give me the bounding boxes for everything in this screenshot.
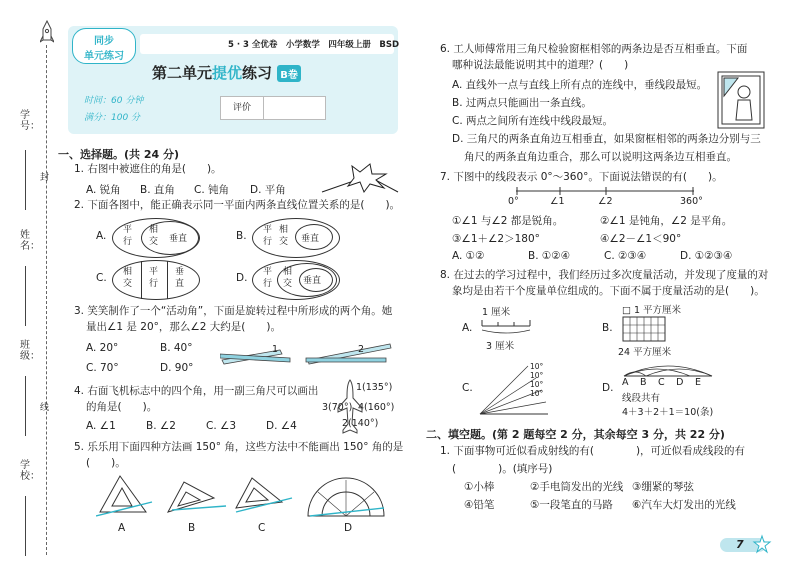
q8-option-b[interactable]: B. <box>602 322 613 334</box>
q8-option-d[interactable]: D. <box>602 382 614 394</box>
grade-label: 评价 <box>221 97 264 119</box>
segment-360: 360° <box>680 196 703 207</box>
activity-angle-figure <box>220 338 400 368</box>
q8d-line1: 线段共有 <box>622 393 661 404</box>
school-label: 学校： <box>20 460 40 482</box>
q7-option-d[interactable]: D. ①②③④ <box>680 250 733 262</box>
binding-dashed-line <box>46 45 47 555</box>
name-blank[interactable] <box>25 266 26 326</box>
book-info: 5 · 3 全优卷 小学数学 四年级上册 BSD <box>228 40 400 50</box>
q7-text: 7. 下图中的线段表示 0°～360°。下面说法错误的有( )。 <box>440 171 723 183</box>
q7-option-b[interactable]: B. ①②④ <box>528 250 571 262</box>
q2d-chuizhi: 垂直 <box>303 276 322 286</box>
class-blank[interactable] <box>25 376 26 436</box>
star-icon <box>752 534 772 554</box>
window-worker-figure <box>716 70 766 130</box>
q8b-grid <box>622 316 666 342</box>
segment-angle2: ∠2 <box>598 196 613 207</box>
badge-line2: 单元练习 <box>84 51 124 62</box>
segment-0: 0° <box>508 196 519 207</box>
q1-option-c[interactable]: C. 钝角 <box>194 184 230 196</box>
q8b-top-label: □ 1 平方厘米 <box>622 305 682 316</box>
q8a-top-label: 1 厘米 <box>482 307 511 318</box>
time-info: 时间：60 分钟 <box>84 96 144 106</box>
q8-line1: 8. 在过去的学习过程中，我们经历过多次度量活动，并发现了度量的对 <box>440 269 769 281</box>
q8a-ruler <box>480 316 532 336</box>
q8d-line2: 4＋3＋2＋1＝10(条) <box>622 407 714 418</box>
q6-option-c[interactable]: C. 两点之间所有连线中线段最短。 <box>452 115 614 127</box>
q5-option-d[interactable]: D <box>344 522 353 534</box>
q6-option-d-cont: 角尺的两条直角边重合，那么可以说明这两条边互相垂直。 <box>464 151 737 163</box>
q2-option-b[interactable]: B. <box>236 230 247 242</box>
q2a-pingxing: 平行 <box>123 225 133 247</box>
section1-title: 一、选择题。(共 24 分) <box>58 148 180 161</box>
q2-diagram-d <box>252 260 340 300</box>
q2b-pingxing: 平行 <box>263 225 273 247</box>
grade-input[interactable] <box>266 96 322 118</box>
plane-angle1: 1(135°) <box>356 382 393 393</box>
q1-option-d[interactable]: D. 平角 <box>250 184 286 196</box>
q7-claim-1: ①∠1 与∠2 都是锐角。 <box>452 215 564 227</box>
q6-option-b[interactable]: B. 过两点只能画出一条直线。 <box>452 97 592 109</box>
q2c-pingxing: 平行 <box>149 267 159 289</box>
s2-q1-line2: ( )。(填序号) <box>452 463 553 475</box>
s2-item-2: ②手电筒发出的光线 <box>530 481 624 493</box>
unit-badge <box>72 28 136 64</box>
q7-claim-2: ②∠1 是钝角，∠2 是平角。 <box>600 215 733 227</box>
q2-option-a[interactable]: A. <box>96 230 107 242</box>
q6-line1: 6. 工人师傅常用三角尺检验窗框相邻的两条边是否互相垂直。下面 <box>440 43 748 55</box>
q1-option-a[interactable]: A. 锐角 <box>86 184 121 196</box>
angle-segment <box>516 186 696 196</box>
q4-option-b[interactable]: B. ∠2 <box>146 420 176 432</box>
number-label: 学号： <box>20 110 40 132</box>
q2a-xiangjiao: 相交 <box>149 225 159 247</box>
q8c-label-2: 10° <box>530 371 544 380</box>
school-blank[interactable] <box>25 496 26 556</box>
badge-line1: 同步 <box>94 36 114 47</box>
q7-option-a[interactable]: A. ①② <box>452 250 485 262</box>
q6-option-a[interactable]: A. 直线外一点与直线上所有点的连线中，垂线段最短。 <box>452 79 708 91</box>
q2a-chuizhi: 垂直 <box>169 234 188 244</box>
s2-item-3: ③绷紧的琴弦 <box>632 481 694 493</box>
q3-option-a[interactable]: A. 20° <box>86 342 119 354</box>
q4-option-c[interactable]: C. ∠3 <box>206 420 237 432</box>
q4-option-d[interactable]: D. ∠4 <box>266 420 297 432</box>
q2-option-c[interactable]: C. <box>96 272 107 284</box>
q1-option-b[interactable]: B. 直角 <box>140 184 175 196</box>
s2-item-6: ⑥汽车大灯发出的光线 <box>632 499 736 511</box>
plane-angle3: 3(70°) <box>322 402 353 413</box>
hidden-angle-figure <box>318 162 400 196</box>
title-suffix: 练习 <box>242 64 273 82</box>
q2c-divider-1 <box>141 261 142 299</box>
plane-angle2: 2(140°) <box>342 418 379 429</box>
s2-item-1: ①小棒 <box>464 481 495 493</box>
q3-line2: 量出∠1 是 20°，那么∠2 大约是( )。 <box>86 321 282 333</box>
s2-item-4: ④铅笔 <box>464 499 495 511</box>
q8c-label-3: 10° <box>530 380 544 389</box>
q3-option-d[interactable]: D. 90° <box>160 362 194 374</box>
class-label: 班级： <box>20 340 40 362</box>
q2b-xiangjiao: 相交 <box>279 225 289 247</box>
section2-title: 二、填空题。(第 2 题每空 2 分，其余每空 3 分，共 22 分) <box>426 428 725 441</box>
q8a-bottom-label: 3 厘米 <box>486 341 515 352</box>
q8-option-c[interactable]: C. <box>462 382 473 394</box>
q7-option-c[interactable]: C. ②③④ <box>604 250 647 262</box>
title-main: 第二单元 <box>152 64 213 82</box>
q8c-label-1: 10° <box>530 362 544 371</box>
q1-text: 1. 右图中被遮住的角是( )。 <box>74 163 222 175</box>
q8d-points: A B C D E <box>622 377 702 388</box>
binding-mark-seal: 封 <box>40 173 50 183</box>
s2-item-5: ⑤一段笔直的马路 <box>530 499 613 511</box>
q8b-bottom-label: 24 平方厘米 <box>618 347 672 358</box>
q2c-divider-2 <box>167 261 168 299</box>
q7-claim-4: ④∠2－∠1＜90° <box>600 233 682 245</box>
segment-angle1: ∠1 <box>550 196 565 207</box>
q2-diagram-c <box>112 260 200 300</box>
q7-claim-3: ③∠1＋∠2＞180° <box>452 233 540 245</box>
q5-option-a[interactable]: A <box>118 522 126 534</box>
title-badge: B卷 <box>277 65 301 82</box>
page-number: 7 <box>736 538 744 551</box>
q2d-xiangjiao: 相交 <box>283 267 293 289</box>
s2-q1-line1: 1. 下面事物可近似看成射线的有( )，可近似看成线段的有 <box>440 445 746 457</box>
name-label: 姓名： <box>20 230 40 252</box>
q2c-xiangjiao: 相交 <box>123 267 133 289</box>
rocket-icon <box>40 20 54 48</box>
q2-diagram-b <box>252 218 340 258</box>
q2c-chuizhi: 垂直 <box>175 267 185 289</box>
q8c-label-4: 10° <box>530 389 544 398</box>
q2b-chuizhi: 垂直 <box>301 234 320 244</box>
q5-option-c[interactable]: C <box>258 522 266 534</box>
page-title <box>152 62 301 83</box>
q5-tools-figures <box>96 472 386 520</box>
title-highlight: 提优 <box>212 64 243 82</box>
q4-line2: 的角是( )。 <box>86 401 158 413</box>
q3-option-c[interactable]: C. 70° <box>86 362 119 374</box>
q5-option-b[interactable]: B <box>188 522 196 534</box>
q2d-pingxing: 平行 <box>263 267 273 289</box>
q8-option-a[interactable]: A. <box>462 322 473 334</box>
q3-angle2-label: 2 <box>358 344 365 355</box>
q6-option-d[interactable]: D. 三角尺的两条直角边互相垂直，如果窗框相邻的两条边分别与三 <box>452 133 761 145</box>
q3-line1: 3. 笑笑制作了一个“活动角”，下面是旋转过程中所形成的两个角。她 <box>74 305 393 317</box>
q4-line1: 4. 右面飞机标志中的四个角，用一副三角尺可以画出 <box>74 385 319 397</box>
number-blank[interactable] <box>25 150 26 210</box>
score-info: 满分：100 分 <box>84 113 141 123</box>
q8-line2: 象均是由若干个度量单位组成的。下面不属于度量活动的是( )。 <box>452 285 765 297</box>
q3-angle1-label: 1 <box>272 344 279 355</box>
q2-option-d[interactable]: D. <box>236 272 248 284</box>
q3-option-b[interactable]: B. 40° <box>160 342 193 354</box>
binding-mark-line: 线 <box>40 403 50 413</box>
q2-diagram-a <box>112 218 200 258</box>
plane-angle4: 4(160°) <box>358 402 395 413</box>
q4-option-a[interactable]: A. ∠1 <box>86 420 116 432</box>
q5-line1: 5. 乐乐用下面四种方法画 150° 角，这些方法中不能画出 150° 角的是 <box>74 441 404 453</box>
q2-text: 2. 下面各图中，能正确表示同一平面内两条直线位置关系的是( )。 <box>74 199 401 211</box>
q8c-labels <box>530 362 543 398</box>
q6-line2: 哪种说法最能说明其中的道理？( ) <box>452 59 629 71</box>
q5-line2: ( )。 <box>86 457 126 469</box>
